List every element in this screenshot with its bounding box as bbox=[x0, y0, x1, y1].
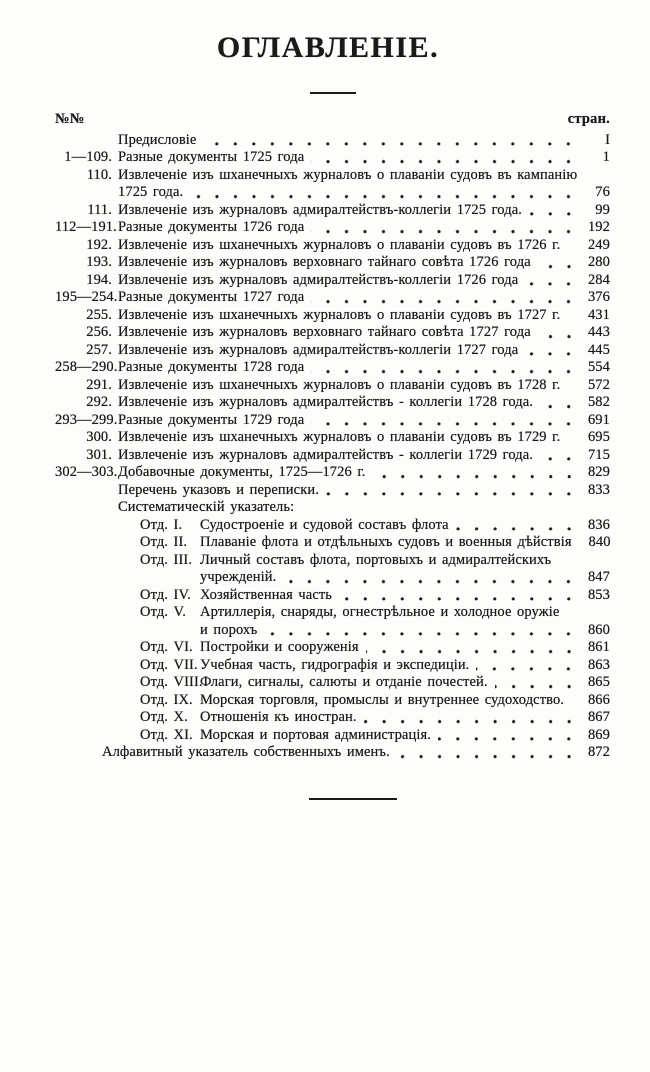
entry-title: Перечень указовъ и переписки. bbox=[118, 481, 319, 498]
toc-row bbox=[55, 499, 610, 517]
toc-row bbox=[55, 272, 610, 290]
toc-row bbox=[55, 202, 610, 220]
section-label: Отд. XI. bbox=[140, 726, 193, 743]
section-label: Отд. X. bbox=[140, 709, 188, 725]
toc-row bbox=[55, 587, 610, 605]
page-number: 715 bbox=[587, 446, 610, 463]
toc-row bbox=[55, 184, 610, 202]
dot-leader bbox=[364, 709, 578, 727]
entry-title: Извлеченіе изъ шханечныхъ журналовъ о плаваніи судовъ въ 1728 г. bbox=[118, 376, 561, 393]
toc-row bbox=[55, 167, 610, 185]
entry-title: Морская торговля, промыслы и внутреннее судоходство. bbox=[200, 691, 565, 708]
dot-leader bbox=[495, 674, 578, 692]
entry-number: 194. bbox=[86, 271, 112, 288]
entry-number: 111. bbox=[87, 201, 112, 218]
page-number: 836 bbox=[587, 516, 610, 533]
page-number: 840 bbox=[588, 534, 611, 550]
entry-number: 112—191. bbox=[55, 219, 117, 235]
page-number: 695 bbox=[587, 429, 610, 445]
dot-leader bbox=[476, 657, 578, 675]
entry-number: 1—109. bbox=[64, 149, 112, 165]
entry-title: Личный составъ флота, портовыхъ и адмиралтейскихъ bbox=[200, 551, 552, 568]
toc-row bbox=[55, 149, 610, 167]
entry-title: Флаги, сигналы, салюты и отданіе почестей. bbox=[200, 674, 488, 690]
entry-title: Разные документы 1725 года bbox=[118, 149, 305, 165]
page-number: 249 bbox=[587, 236, 610, 253]
dot-leader bbox=[567, 429, 578, 447]
dot-leader bbox=[567, 307, 578, 325]
dot-leader bbox=[438, 727, 578, 745]
toc-row bbox=[55, 709, 610, 727]
toc-row bbox=[55, 237, 610, 255]
entry-title: Извлеченіе изъ журналовъ адмиралтействъ - коллегіи 1728 года. bbox=[118, 394, 534, 410]
entry-title: Судостроеніе и судовой составъ флота bbox=[200, 516, 449, 533]
toc-row bbox=[55, 692, 610, 710]
section-label: Отд. VIII. bbox=[140, 674, 203, 690]
dot-leader bbox=[567, 237, 578, 255]
section-label: Отд. IX. bbox=[140, 691, 193, 708]
dot-leader bbox=[283, 569, 578, 587]
toc-row bbox=[55, 342, 610, 360]
entry-title: Извлеченіе изъ журналовъ адмиралтействъ-коллегіи 1726 года bbox=[118, 271, 519, 288]
dot-leader bbox=[203, 132, 578, 150]
dot-leader bbox=[566, 604, 604, 622]
section-label: Отд. V. bbox=[140, 604, 186, 620]
dot-leader bbox=[311, 289, 578, 307]
page-number: 431 bbox=[587, 306, 610, 323]
entry-title: Артиллерія, снаряды, огнестрѣльное и холодное оружіе bbox=[200, 604, 560, 620]
dot-leader bbox=[456, 517, 578, 535]
entry-number: 192. bbox=[86, 236, 112, 253]
title-divider bbox=[310, 92, 356, 94]
toc-row bbox=[55, 254, 610, 272]
entry-title: Разные документы 1726 года bbox=[118, 219, 305, 235]
entry-number: 301. bbox=[86, 446, 112, 463]
page-number: 866 bbox=[587, 691, 610, 708]
dot-leader bbox=[311, 219, 578, 237]
toc-row bbox=[55, 534, 610, 552]
dot-leader bbox=[264, 622, 578, 640]
entry-title: Систематическій указатель: bbox=[118, 499, 295, 515]
page-number: 192 bbox=[587, 219, 610, 235]
dot-leader bbox=[373, 464, 578, 482]
toc-row bbox=[55, 307, 610, 325]
entry-number: 291. bbox=[86, 376, 112, 393]
toc-row bbox=[55, 657, 610, 675]
dot-leader bbox=[538, 324, 578, 342]
dot-leader bbox=[571, 692, 578, 710]
page-number: 1 bbox=[602, 149, 610, 165]
entry-number: 255. bbox=[86, 306, 112, 323]
dot-leader bbox=[311, 359, 578, 377]
page-number: 872 bbox=[587, 744, 610, 760]
entry-number: 257. bbox=[86, 341, 112, 358]
page-number: 582 bbox=[587, 394, 610, 410]
toc-row bbox=[55, 569, 610, 587]
section-label: Отд. I. bbox=[140, 516, 183, 533]
page-number: 861 bbox=[587, 639, 610, 655]
page-number: 847 bbox=[587, 569, 610, 585]
dot-leader bbox=[397, 744, 578, 762]
toc-row bbox=[55, 412, 610, 430]
toc-row bbox=[55, 744, 610, 762]
toc-rows bbox=[55, 132, 610, 762]
end-divider bbox=[309, 798, 397, 800]
pages-column-header: стран. bbox=[567, 111, 610, 127]
numbers-column-header: №№ bbox=[55, 111, 85, 127]
entry-number: 195—254. bbox=[55, 289, 118, 305]
toc-row bbox=[55, 447, 610, 465]
dot-leader bbox=[301, 499, 604, 517]
dot-leader bbox=[311, 149, 578, 167]
entry-number: 292. bbox=[86, 394, 112, 410]
entry-title: Извлеченіе изъ шханечныхъ журналовъ о плаваніи судовъ въ 1726 г. bbox=[118, 236, 561, 253]
page-number: 853 bbox=[587, 586, 610, 603]
page-number: 863 bbox=[587, 656, 610, 673]
entry-number: 193. bbox=[86, 254, 112, 270]
dot-leader bbox=[339, 587, 578, 605]
page-number: 833 bbox=[587, 481, 610, 498]
page-title: ОГЛАВЛЕНІЕ. bbox=[216, 31, 440, 64]
entry-title: Постройки и сооруженія bbox=[200, 639, 359, 655]
entry-title: Добавочные документы, 1725—1726 г. bbox=[118, 464, 366, 480]
dot-leader bbox=[538, 254, 578, 272]
entry-title: учрежденій. bbox=[200, 569, 277, 585]
entry-title: Разные документы 1729 года bbox=[118, 411, 305, 428]
toc-row bbox=[55, 219, 610, 237]
toc-row bbox=[55, 482, 610, 500]
toc-row bbox=[55, 324, 610, 342]
dot-leader bbox=[525, 272, 578, 290]
entry-title: Извлеченіе изъ журналовъ адмиралтействъ-коллегіи 1725 года. bbox=[118, 201, 522, 218]
page-number: 445 bbox=[587, 341, 610, 358]
section-label: Отд. VI. bbox=[140, 639, 193, 655]
entry-title: Плаваніе флота и отдѣльныхъ судовъ и военныя дѣйствія bbox=[200, 534, 572, 550]
entry-number: 293—299. bbox=[55, 411, 118, 428]
toc-row bbox=[55, 289, 610, 307]
entry-number: 256. bbox=[86, 324, 112, 340]
toc-row bbox=[55, 639, 610, 657]
toc-row bbox=[55, 604, 610, 622]
section-label: Отд. VII. bbox=[140, 656, 198, 673]
page-number: 860 bbox=[587, 621, 610, 638]
columns-header bbox=[55, 111, 610, 129]
page-number: 572 bbox=[587, 376, 610, 393]
entry-title: Извлеченіе изъ журналовъ адмиралтействъ-коллегіи 1727 года bbox=[118, 341, 519, 358]
entry-number: 110. bbox=[86, 166, 112, 183]
dot-leader bbox=[525, 342, 578, 360]
entry-title: Извлеченіе изъ шханечныхъ журналовъ о плаваніи судовъ въ 1729 г. bbox=[118, 429, 561, 445]
entry-title: Учебная часть, гидрографія и экспедиціи. bbox=[200, 656, 470, 673]
dot-leader bbox=[529, 202, 578, 220]
page-number: 554 bbox=[587, 359, 610, 375]
page-number: 829 bbox=[587, 464, 610, 480]
dot-leader bbox=[558, 552, 604, 570]
entry-number: 302—303. bbox=[55, 464, 118, 480]
entry-number: 300. bbox=[86, 429, 112, 445]
page-number: 99 bbox=[595, 201, 610, 218]
dot-leader bbox=[190, 184, 578, 202]
entry-number: 258—290. bbox=[55, 359, 118, 375]
entry-title: Предисловіе bbox=[118, 131, 197, 148]
entry-title: Извлеченіе изъ шханечныхъ журналовъ о плаваніи судовъ въ 1727 г. bbox=[118, 306, 561, 323]
page-number: I bbox=[605, 131, 610, 148]
entry-title: Извлеченіе изъ шханечныхъ журналовъ о плаваніи судовъ въ кампанію bbox=[118, 166, 578, 183]
entry-title: 1725 года. bbox=[118, 184, 184, 200]
toc-row bbox=[55, 674, 610, 692]
entry-title: Извлеченіе изъ журналовъ адмиралтействъ - коллегіи 1729 года. bbox=[118, 446, 534, 463]
toc-row bbox=[55, 429, 610, 447]
dot-leader bbox=[584, 167, 604, 185]
entry-title: Разные документы 1727 года bbox=[118, 289, 305, 305]
page-number: 865 bbox=[587, 674, 610, 690]
entry-title: Извлеченіе изъ журналовъ верховнаго тайнаго совѣта 1726 года bbox=[118, 254, 531, 270]
dot-leader bbox=[567, 377, 578, 395]
dot-leader bbox=[540, 394, 578, 412]
toc-row bbox=[55, 517, 610, 535]
section-label: Отд. III. bbox=[140, 551, 193, 568]
page-number: 284 bbox=[587, 271, 610, 288]
dot-leader bbox=[366, 639, 578, 657]
toc-row bbox=[55, 464, 610, 482]
page-number: 376 bbox=[587, 289, 610, 305]
section-label: Отд. II. bbox=[140, 534, 188, 550]
entry-title: и порохъ bbox=[200, 621, 258, 638]
entry-title: Извлеченіе изъ журналовъ верховнаго тайнаго совѣта 1727 года bbox=[118, 324, 531, 340]
page-number: 443 bbox=[587, 324, 610, 340]
page-number: 280 bbox=[587, 254, 610, 270]
toc-row bbox=[55, 552, 610, 570]
page-number: 76 bbox=[595, 184, 610, 200]
entry-title: Морская и портовая администрація. bbox=[200, 726, 431, 743]
dot-leader bbox=[326, 482, 578, 500]
toc-row bbox=[55, 394, 610, 412]
dot-leader bbox=[311, 412, 578, 430]
entry-title: Разные документы 1728 года bbox=[118, 359, 305, 375]
entry-title: Хозяйственная часть bbox=[200, 586, 332, 603]
page-number: 869 bbox=[587, 726, 610, 743]
toc-row bbox=[55, 727, 610, 745]
entry-title: Алфавитный указатель собственныхъ именъ. bbox=[102, 744, 390, 760]
dot-leader bbox=[540, 447, 578, 465]
toc-row bbox=[55, 377, 610, 395]
page-number: 867 bbox=[587, 709, 610, 725]
entry-title: Отношенія къ иностран. bbox=[200, 709, 357, 725]
page-number: 691 bbox=[587, 411, 610, 428]
toc-row bbox=[55, 132, 610, 150]
toc-row bbox=[55, 359, 610, 377]
section-label: Отд. IV. bbox=[140, 586, 191, 603]
toc-row bbox=[55, 622, 610, 640]
